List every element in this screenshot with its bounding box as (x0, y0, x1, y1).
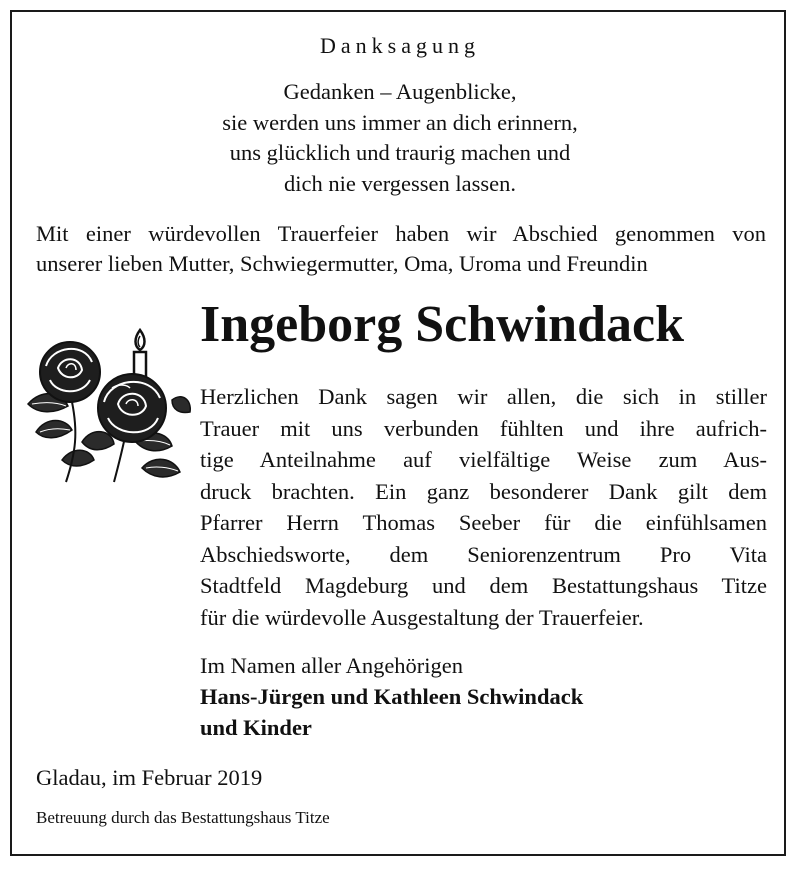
intro-text (36, 219, 766, 279)
thanks-line: Pfarrer Herrn Thomas Seeber für die einfühlsamen (200, 510, 767, 535)
thanks-text (200, 381, 767, 633)
thanks-line: tige Anteilnahme auf vielfältige Weise zum Aus- (200, 447, 767, 472)
poem-line: sie werden uns immer an dich erinnern, (222, 109, 578, 135)
signoff (200, 650, 583, 743)
poem-line: Gedanken – Augenblicke, (283, 79, 517, 104)
rose-icon (98, 374, 166, 442)
thanks-line: Trauer mit uns verbunden fühlten und ihre aufrich- (200, 415, 767, 441)
rose-icon (40, 342, 100, 402)
thanks-line: druck brachten. Ein ganz besonderer Dank gilt dem (200, 478, 767, 504)
deceased-name: Ingeborg Schwindack (200, 296, 684, 353)
signoff-line: Im Namen aller Angehörigen (200, 653, 464, 678)
thanks-line: Abschiedsworte, dem Seniorenzentrum Pro Vita (200, 541, 767, 567)
intro-line: unserer lieben Mutter, Schwiegermutter, Oma, Uroma und Freundin (36, 251, 648, 276)
poem-line: dich nie vergessen lassen. (283, 170, 517, 196)
roses-and-candle-icon (22, 322, 194, 486)
place-date: Gladau, im Februar 2019 (36, 765, 263, 790)
notice-heading: Danksagung (320, 33, 480, 58)
thanks-line: Stadtfeld Magdeburg und dem Bestattungshaus Titze (200, 573, 767, 598)
poem (0, 77, 800, 199)
thanks-line: für die würdevolle Ausgestaltung der Trauerfeier. (200, 604, 644, 630)
thanks-line: Herzlichen Dank sagen wir allen, die sich in stiller (200, 384, 767, 409)
footer-note: Betreuung durch das Bestattungshaus Titze (36, 808, 330, 827)
family-names-children: und Kinder (200, 715, 312, 740)
intro-line: Mit einer würdevollen Trauerfeier haben wir Abschied genommen von (36, 221, 766, 246)
family-names: Hans-Jürgen und Kathleen Schwindack (200, 684, 584, 709)
poem-line: uns glücklich und traurig machen und (229, 140, 571, 165)
